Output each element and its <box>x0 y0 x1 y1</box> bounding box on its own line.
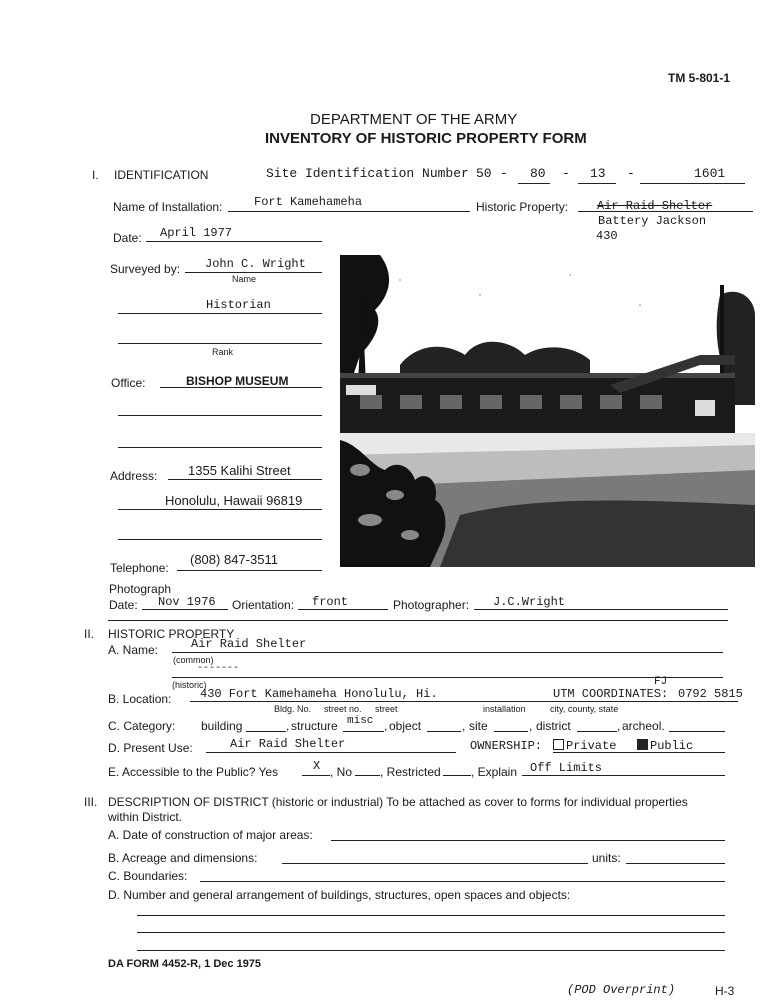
orientation-label: Orientation: <box>232 598 295 612</box>
form-title-line2: INVENTORY OF HISTORIC PROPERTY FORM <box>265 130 587 147</box>
private-label: Private <box>566 739 617 753</box>
present-use-label: D. Present Use: <box>108 741 193 755</box>
installation-label: Name of Installation: <box>113 200 223 214</box>
surveyor-name: John C. Wright <box>205 257 306 271</box>
section-3-heading-line2: within District. <box>108 810 183 824</box>
section-2-roman: II. <box>84 627 95 641</box>
category-structure: structure <box>291 719 338 733</box>
historic-caption: (historic) <box>172 680 207 690</box>
site-id-dash-3: - <box>627 166 635 181</box>
comma: , <box>286 719 290 733</box>
section-1-heading: IDENTIFICATION <box>114 168 209 182</box>
category-object: object <box>389 719 422 733</box>
site-id-dash-1: - <box>500 166 508 181</box>
caption-bldg: Bldg. No. <box>274 704 312 714</box>
historic-property-struck: Air Raid Shelter <box>597 199 713 213</box>
category-label: C. Category: <box>108 719 176 733</box>
comma: , <box>462 719 466 733</box>
restricted-label: , Restricted <box>380 765 441 779</box>
units-label: units: <box>592 851 621 865</box>
section-2-heading: HISTORIC PROPERTY <box>108 627 235 641</box>
explain-value: Off Limits <box>530 761 603 775</box>
office-label: Office: <box>111 376 146 390</box>
installation-value: Fort Kamehameha <box>254 195 363 209</box>
item-d-label: D. Number and general arrangement of buildings, structures, open spaces and objects: <box>108 888 571 902</box>
utm-label: UTM COORDINATES: <box>553 687 669 701</box>
accessible-label: E. Accessible to the Public? Yes <box>108 765 279 779</box>
surveyor-rank: Historian <box>206 298 271 312</box>
no-label: , No <box>330 765 353 779</box>
historic-property-line2: Battery Jackson <box>598 214 707 228</box>
category-site: site <box>469 719 488 733</box>
office-value: BISHOP MUSEUM <box>186 374 289 388</box>
item-a-label: A. Date of construction of major areas: <box>108 828 313 842</box>
category-building: building <box>201 719 243 733</box>
historic-property-line3: 430 <box>596 229 618 243</box>
site-id-dash-2: - <box>562 166 570 181</box>
orientation-value: front <box>312 595 349 609</box>
comma: , <box>384 719 388 733</box>
property-photograph <box>340 255 755 567</box>
name-common-value: Air Raid Shelter <box>191 637 307 651</box>
location-label: B. Location: <box>108 692 172 706</box>
caption-street-no: street no. <box>324 704 362 714</box>
date-label: Date: <box>113 231 142 245</box>
address-line2: Honolulu, Hawaii 96819 <box>165 493 303 508</box>
site-id-label: Site Identification Number <box>266 166 469 181</box>
ownership-label: OWNERSHIP: <box>470 739 543 753</box>
photograph-label: Photograph <box>109 582 172 596</box>
address-label: Address: <box>110 469 158 483</box>
form-title-line1: DEPARTMENT OF THE ARMY <box>310 111 518 128</box>
common-caption: (common) <box>173 655 214 665</box>
fj-mark: FJ <box>654 676 668 688</box>
public-label: Public <box>650 739 694 753</box>
section-3-roman: III. <box>84 795 98 809</box>
category-archeol: archeol. <box>622 719 665 733</box>
photographer-value: J.C.Wright <box>493 595 566 609</box>
section-1-roman: I. <box>92 168 99 182</box>
form-number: TM 5-801-1 <box>668 71 731 85</box>
photo-date-value: Nov 1976 <box>158 595 216 609</box>
location-value: 430 Fort Kamehameha Honolulu, Hi. <box>200 687 438 701</box>
comma: , <box>529 719 533 733</box>
ownership-private <box>553 739 616 753</box>
public-checkbox <box>637 739 648 750</box>
telephone-label: Telephone: <box>110 561 169 575</box>
explain-label: , Explain <box>471 765 518 779</box>
section-3-heading-line1: DESCRIPTION OF DISTRICT (historic or industrial) To be attached as cover to forms for individual properties <box>108 795 688 809</box>
surveyed-by-label: Surveyed by: <box>110 262 181 276</box>
caption-street: street <box>375 704 398 714</box>
item-b-label: B. Acreage and dimensions: <box>108 851 258 865</box>
accessible-yes-value: X <box>313 759 321 773</box>
rank-caption: Rank <box>212 347 234 357</box>
ownership-public <box>637 739 693 753</box>
caption-installation: installation <box>483 704 526 714</box>
overprint: (POD Overprint) <box>567 983 676 997</box>
date-value: April 1977 <box>160 226 233 240</box>
utm-value: 0792 5815 <box>678 687 743 701</box>
site-id-part-4: 1601 <box>694 166 726 181</box>
historic-property-label: Historic Property: <box>476 200 569 214</box>
category-district: district <box>536 719 571 733</box>
private-checkbox <box>553 739 564 750</box>
comma: , <box>617 719 621 733</box>
telephone-value: (808) 847-3511 <box>190 552 278 567</box>
caption-city: city, county, state <box>550 704 619 714</box>
site-id-part-3: 13 <box>590 166 606 181</box>
form-id: DA FORM 4452-R, 1 Dec 1975 <box>108 958 262 970</box>
name-label: A. Name: <box>108 643 159 657</box>
name-dashes: ------- <box>197 663 240 674</box>
site-id-part-2: 80 <box>530 166 546 181</box>
category-misc: misc <box>347 715 374 727</box>
address-line1: 1355 Kalihi Street <box>188 463 291 478</box>
name-caption: Name <box>232 274 257 284</box>
photographer-label: Photographer: <box>393 598 470 612</box>
page-number: H-3 <box>715 984 735 998</box>
item-c-label: C. Boundaries: <box>108 869 188 883</box>
present-use-value: Air Raid Shelter <box>230 737 346 751</box>
photo-date-label: Date: <box>109 598 138 612</box>
site-id-part-1: 50 <box>476 166 492 181</box>
